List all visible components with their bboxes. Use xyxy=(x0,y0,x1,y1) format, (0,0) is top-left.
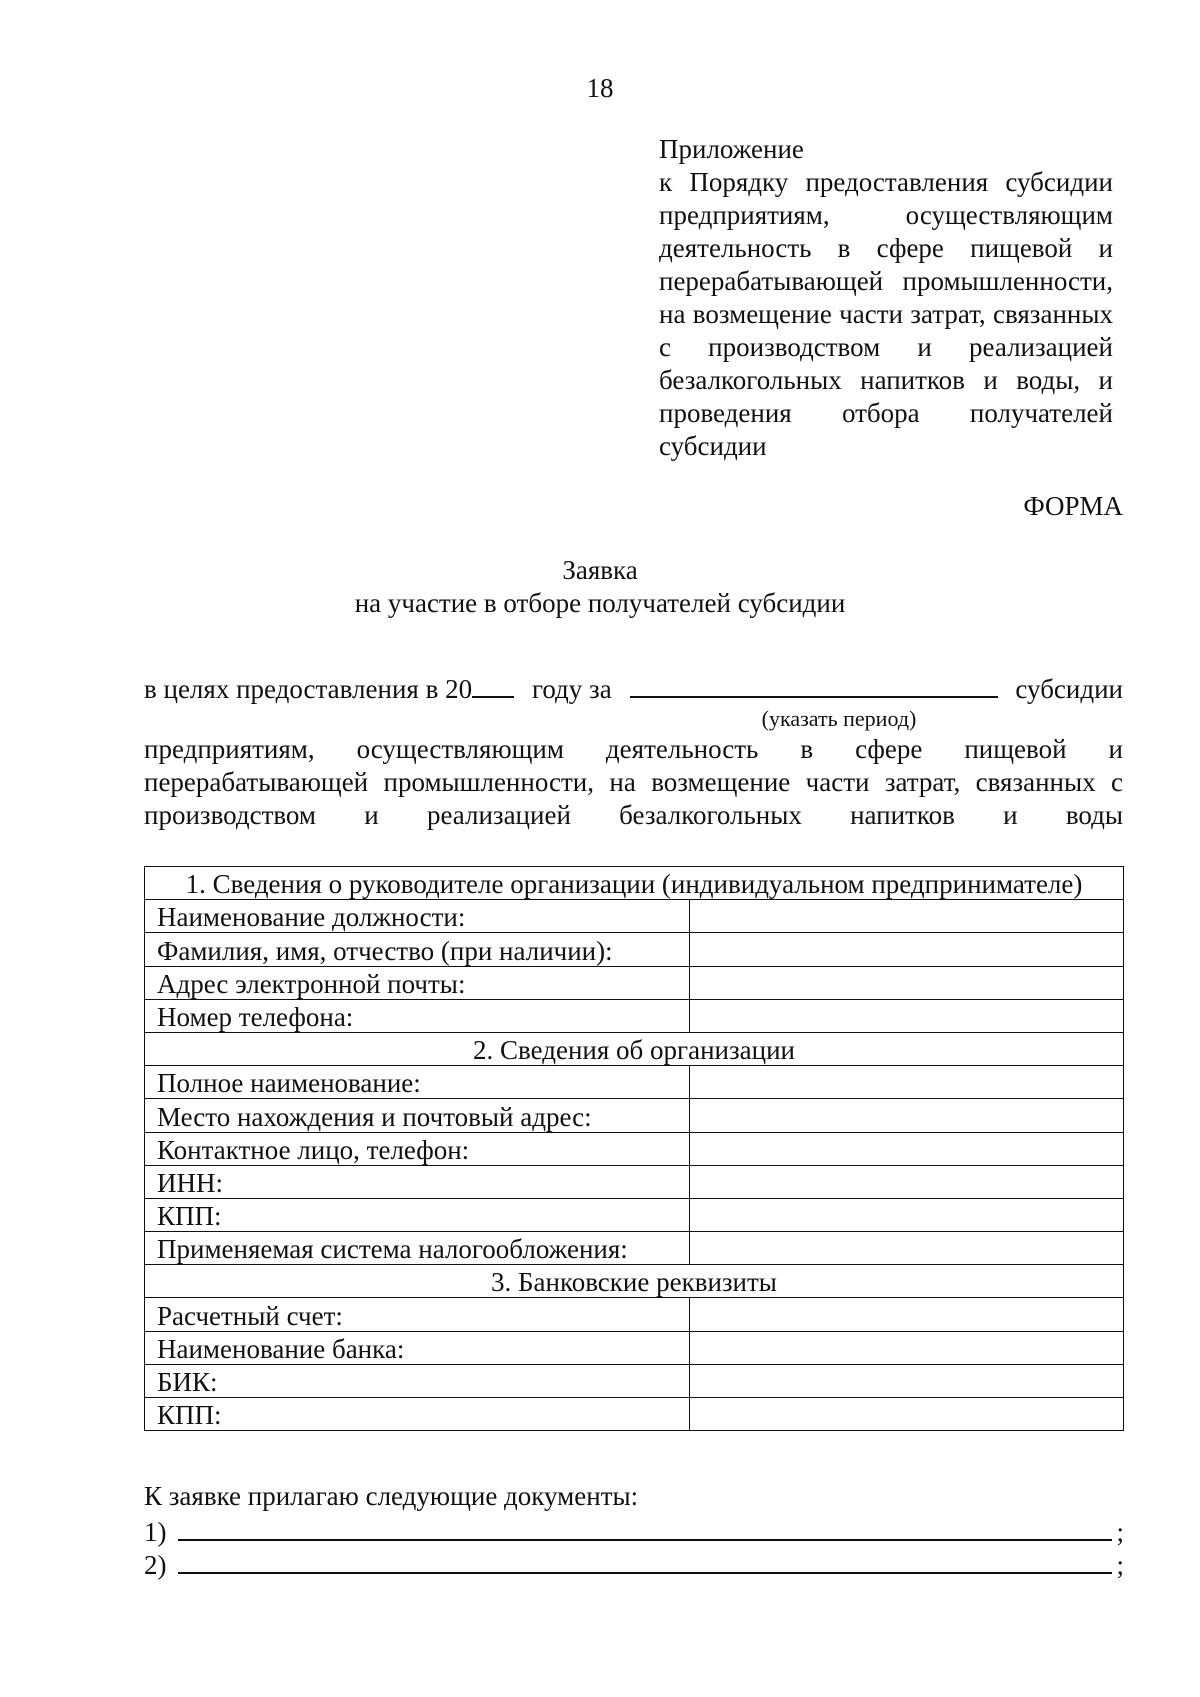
field-label: Фамилия, имя, отчество (при наличии): xyxy=(145,933,690,966)
field-value-cell[interactable] xyxy=(689,1198,1123,1231)
year-blank-field[interactable] xyxy=(472,672,514,698)
field-value-cell[interactable] xyxy=(689,1099,1123,1132)
field-label: Расчетный счет: xyxy=(145,1298,690,1331)
table-row xyxy=(145,1132,1124,1165)
field-label: Контактное лицо, телефон: xyxy=(145,1132,690,1165)
field-label: Наименование банка: xyxy=(145,1331,690,1364)
period-blank-field[interactable] xyxy=(630,672,998,698)
intro-subsidy-word: субсидии xyxy=(1015,674,1123,704)
field-value-cell[interactable] xyxy=(689,966,1123,999)
attachment-blank-field[interactable] xyxy=(178,1513,1112,1541)
appendix-block xyxy=(659,133,1113,463)
page-number: 18 xyxy=(586,73,614,103)
field-label: Наименование должности: xyxy=(145,900,690,933)
field-label: Адрес электронной почты: xyxy=(145,966,690,999)
table-row xyxy=(145,966,1124,999)
field-value-cell[interactable] xyxy=(689,933,1123,966)
table-row xyxy=(145,1398,1124,1431)
document-title xyxy=(0,554,1200,620)
attachment-blank-field[interactable] xyxy=(178,1546,1112,1574)
attachment-number: 1) xyxy=(144,1517,167,1547)
table-row xyxy=(145,1331,1124,1364)
section-header: 1. Сведения о руководителе организации (индивидуальном предпринимателе) xyxy=(145,867,1124,900)
attachment-line xyxy=(144,1513,1124,1546)
field-value-cell[interactable] xyxy=(689,1132,1123,1165)
field-value-cell[interactable] xyxy=(689,1331,1123,1364)
field-label: ИНН: xyxy=(145,1165,690,1198)
intro-body: предприятиям, осуществляющим деятельность в сфере пищевой и перерабатывающей промышленности, на возмещение части затрат, связанных с производством и реализацией безалкогольных напитков и воды xyxy=(144,734,1123,830)
period-hint: (указать период) xyxy=(761,706,917,731)
section-header: 2. Сведения об организации xyxy=(145,1032,1124,1065)
field-value-cell[interactable] xyxy=(689,1066,1123,1099)
field-value-cell[interactable] xyxy=(689,999,1123,1032)
table-row xyxy=(145,1099,1124,1132)
field-value-cell[interactable] xyxy=(689,1232,1123,1265)
table-section-row xyxy=(145,1032,1124,1065)
attachment-line xyxy=(144,1546,1124,1579)
attachment-end: ; xyxy=(1116,1550,1124,1580)
intro-period-label: году за xyxy=(531,674,612,704)
table-row xyxy=(145,1364,1124,1397)
table-row xyxy=(145,1198,1124,1231)
section-header: 3. Банковские реквизиты xyxy=(145,1265,1124,1298)
field-label: КПП: xyxy=(145,1198,690,1231)
field-label: Место нахождения и почтовый адрес: xyxy=(145,1099,690,1132)
intro-year-prefix: в целях предоставления в 20 xyxy=(144,672,514,706)
field-label: Полное наименование: xyxy=(145,1066,690,1099)
attachments-section xyxy=(144,1480,1124,1579)
field-value-cell[interactable] xyxy=(689,900,1123,933)
table-row xyxy=(145,1232,1124,1265)
field-label: БИК: xyxy=(145,1364,690,1397)
table-section-row xyxy=(145,1265,1124,1298)
attachment-end: ; xyxy=(1116,1517,1124,1547)
intro-paragraph xyxy=(144,672,1123,832)
attachments-heading: К заявке прилагаю следующие документы: xyxy=(144,1481,639,1511)
table-row xyxy=(145,1165,1124,1198)
attachment-number: 2) xyxy=(144,1550,167,1580)
field-value-cell[interactable] xyxy=(689,1165,1123,1198)
application-form-table xyxy=(144,866,1124,1431)
table-row xyxy=(145,1066,1124,1099)
field-value-cell[interactable] xyxy=(689,1364,1123,1397)
field-label: Применяемая система налогообложения: xyxy=(145,1232,690,1265)
field-value-cell[interactable] xyxy=(689,1398,1123,1431)
appendix-heading: Приложение xyxy=(659,134,804,164)
intro-first-line xyxy=(144,672,1123,706)
field-label: Номер телефона: xyxy=(145,999,690,1032)
table-section-row xyxy=(145,867,1124,900)
field-label: КПП: xyxy=(145,1398,690,1431)
title-line-2: на участие в отборе получателей субсидии xyxy=(354,588,846,618)
field-value-cell[interactable] xyxy=(689,1298,1123,1331)
table-row xyxy=(145,999,1124,1032)
table-row xyxy=(145,933,1124,966)
table-row xyxy=(145,900,1124,933)
title-line-1: Заявка xyxy=(562,555,638,585)
appendix-body: к Порядку предоставления субсидии предприятиям, осуществляющим деятельность в сфере пищевой и перерабатывающей промышленности, на возмещение части затрат, связанных с производством и реализацией безалкогольных напитков и воды, и проведения отбора получателей субсидии xyxy=(659,167,1113,461)
table-row xyxy=(145,1298,1124,1331)
forma-label: ФОРМА xyxy=(1023,491,1123,521)
